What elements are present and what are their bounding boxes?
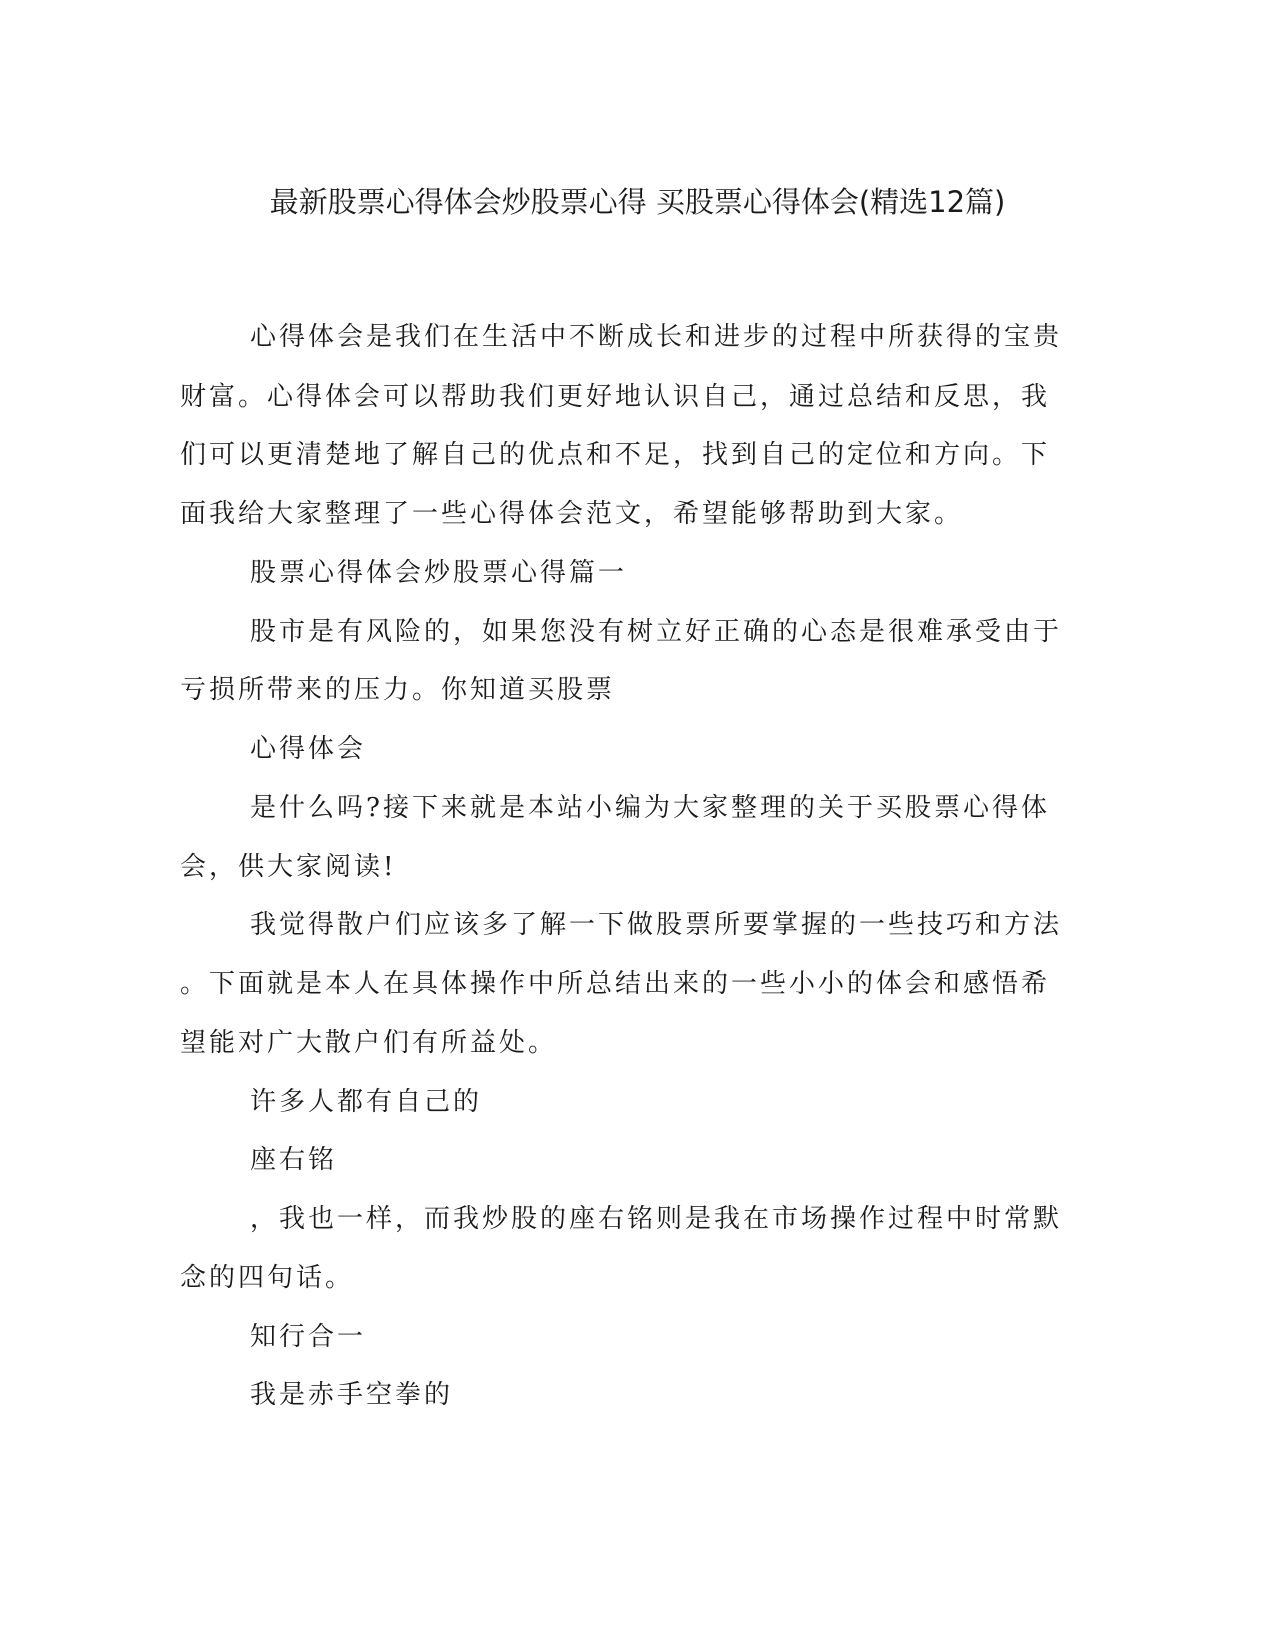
text-line: 念的四句话。 (180, 1263, 355, 1293)
text-line: 们可以更清楚地了解自己的优点和不足，找到自己的定位和方向。下 (180, 440, 1051, 470)
text-line: 我是赤手空拳的 (250, 1380, 454, 1410)
text-line: 知行合一 (250, 1322, 367, 1352)
text-line: 股市是有风险的，如果您没有树立好正确的心态是很难承受由于 (250, 617, 1063, 647)
text-line: 。下面就是本人在具体操作中所总结出来的一些小小的体会和感悟希 (180, 969, 1051, 999)
text-line: 财富。心得体会可以帮助我们更好地认识自己，通过总结和反思，我 (180, 382, 1051, 412)
text-line: 心得体会是我们在生活中不断成长和进步的过程中所获得的宝贵 (250, 322, 1063, 352)
text-line: 座右铭 (250, 1145, 338, 1175)
document-title: 最新股票心得体会炒股票心得 买股票心得体会(精选12篇) (269, 185, 1006, 219)
text-line: 是什么吗?接下来就是本站小编为大家整理的关于买股票心得体 (250, 793, 1050, 823)
text-line: 我觉得散户们应该多了解一下做股票所要掌握的一些技巧和方法 (250, 910, 1063, 940)
text-line: 许多人都有自己的 (250, 1087, 483, 1117)
text-line: 亏损所带来的压力。你知道买股票 (180, 675, 616, 705)
text-line: 会，供大家阅读! (180, 852, 397, 882)
text-line: 心得体会 (250, 734, 367, 764)
text-line: 望能对广大散户们有所益处。 (180, 1028, 558, 1058)
section-heading: 股票心得体会炒股票心得篇一 (250, 558, 628, 588)
text-line: ，我也一样，而我炒股的座右铭则是我在市场操作过程中时常默 (250, 1204, 1063, 1234)
text-line: 面我给大家整理了一些心得体会范文，希望能够帮助到大家。 (180, 499, 964, 529)
